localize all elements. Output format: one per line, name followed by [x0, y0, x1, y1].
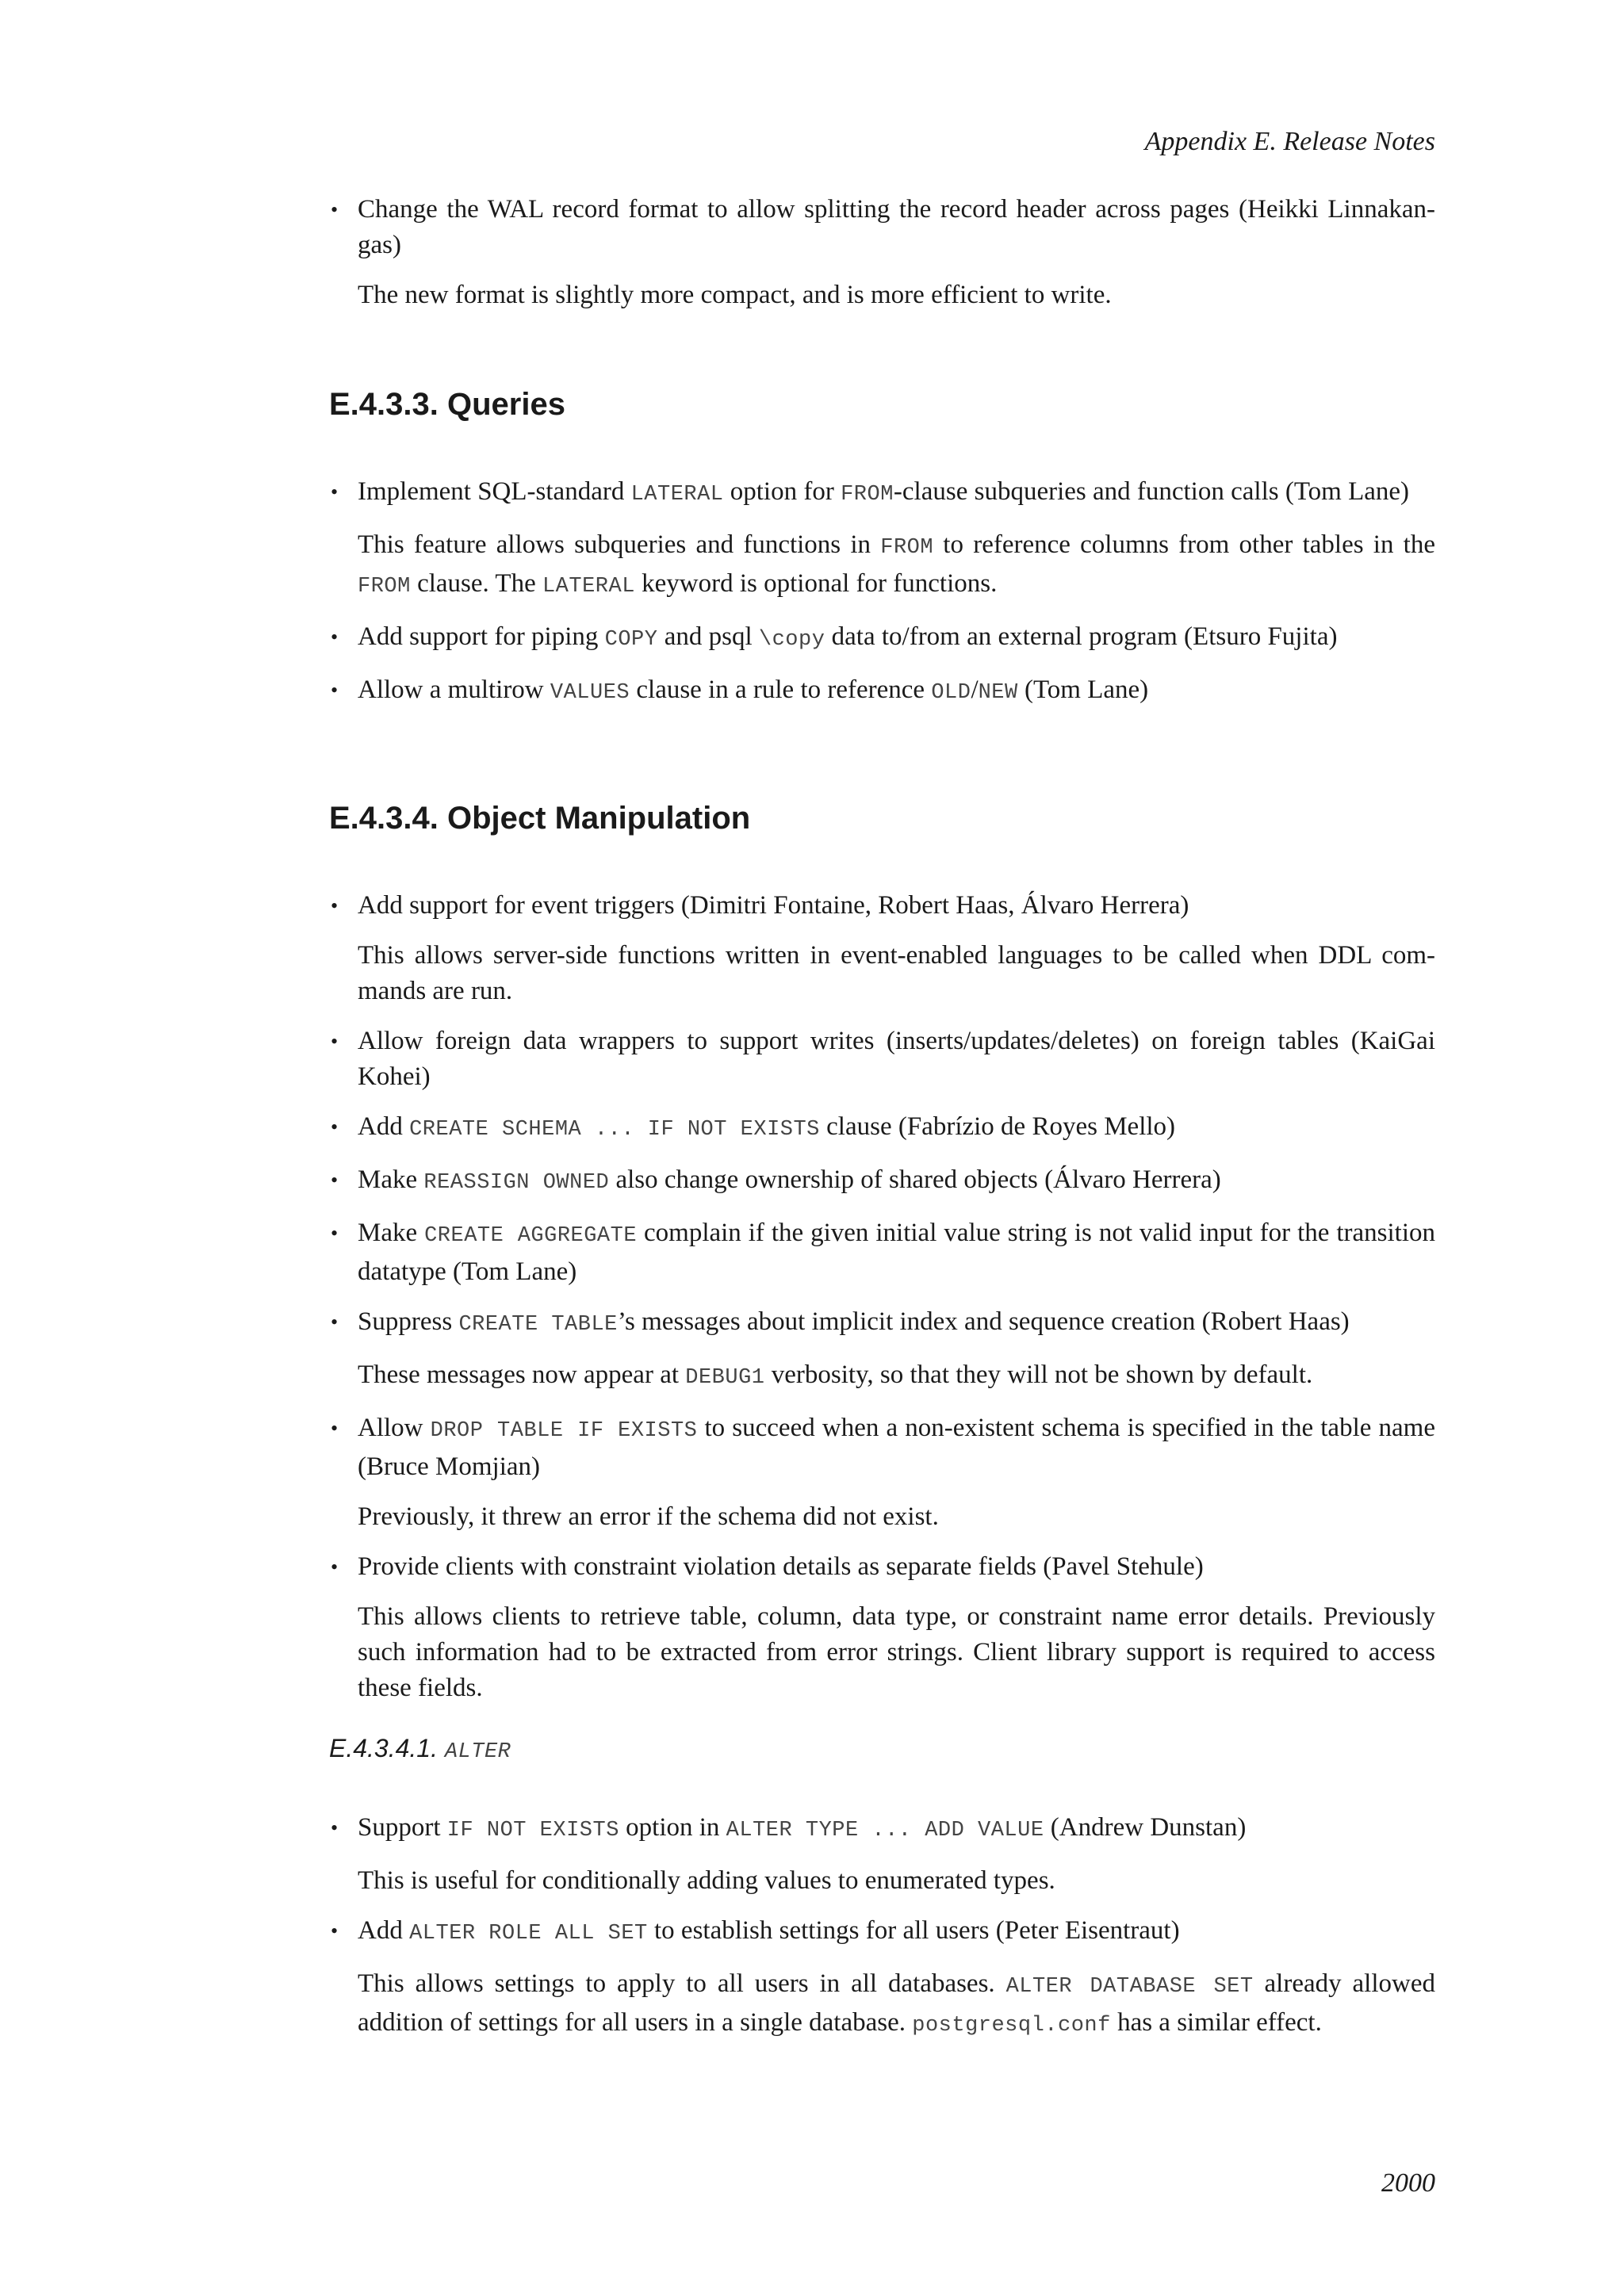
list-item: • Implement SQL-standard LATERAL option for FROM-clause subqueries and function calls (Tom Lane) [329, 474, 1435, 513]
objman-list [329, 888, 1435, 1706]
item-note: This feature allows subqueries and functions in FROM to reference columns from other tables in the FROM clause. The LATERAL keyword is optional for functions. [358, 530, 1435, 599]
page-number: 2000 [1381, 2168, 1435, 2198]
item-note: This allows settings to apply to all users in all databases. ALTER DATABASE SET already allowed addition of settings for all users in a single database. postgresql.conf has a similar effect. [358, 1969, 1435, 2038]
list-item: • Suppress CREATE TABLE’s messages about implicit index and sequence creation (Robert Haas) [329, 1304, 1435, 1343]
list-item: • Make CREATE AGGREGATE complain if the given initial value string is not valid input for the transition datatype (Tom Lane) [329, 1215, 1435, 1290]
list-item: • Allow a multirow VALUES clause in a rule to reference OLD/NEW (Tom Lane) [329, 672, 1435, 711]
running-header: Appendix E. Release Notes [1144, 127, 1435, 156]
list-item: • Allow DROP TABLE IF EXISTS to succeed when a non-existent schema is specified in the table name (Bruce Momjian) [329, 1410, 1435, 1485]
list-item [329, 192, 1435, 263]
item-note: This allows server-side functions written in event-enabled languages to be called when DDL com-mands are run. [358, 941, 1435, 1005]
subsection-title-alter: E.4.3.4.1. ALTER [329, 1734, 511, 1764]
list-item: • Make REASSIGN OWNED also change ownership of shared objects (Álvaro Herrera) [329, 1162, 1435, 1201]
list-item: • Add CREATE SCHEMA ... IF NOT EXISTS clause (Fabrízio de Royes Mello) [329, 1109, 1435, 1148]
item-note: The new format is slightly more compact, and is more efficient to write. [358, 281, 1112, 309]
item-note: This allows clients to retrieve table, column, data type, or constraint name error details. Previously such information had to be extracted from error strings. Client library support is required to access these fields. [358, 1602, 1435, 1702]
section-title-object-manipulation: E.4.3.4. Object Manipulation [329, 801, 751, 836]
list-item: • Support IF NOT EXISTS option in ALTER TYPE ... ADD VALUE (Andrew Dunstan) [329, 1810, 1435, 1849]
list-item: • Add ALTER ROLE ALL SET to establish settings for all users (Peter Eisentraut) [329, 1913, 1435, 1952]
section-title-queries: E.4.3.3. Queries [329, 387, 565, 422]
intro-block [329, 192, 1435, 313]
list-item: • Add support for piping COPY and psql \copy data to/from an external program (Etsuro Fujita) [329, 619, 1435, 658]
list-item: • Provide clients with constraint violation details as separate fields (Pavel Stehule) [329, 1549, 1435, 1585]
queries-list [329, 474, 1435, 711]
item-note: These messages now appear at DEBUG1 verbosity, so that they will not be shown by default. [358, 1360, 1313, 1390]
list-item: • Add support for event triggers (Dimitri Fontaine, Robert Haas, Álvaro Herrera) [329, 888, 1435, 924]
alter-list [329, 1810, 1435, 2044]
list-item: • Allow foreign data wrappers to support writes (inserts/updates/deletes) on foreign tables (KaiGai Kohei) [329, 1024, 1435, 1095]
item-note: Previously, it threw an error if the schema did not exist. [358, 1502, 939, 1531]
item-note: This is useful for conditionally adding values to enumerated types. [358, 1866, 1055, 1895]
item-text: Change the WAL record format to allow splitting the record header across pages (Heikki Linnakan-gas) [358, 195, 1435, 259]
